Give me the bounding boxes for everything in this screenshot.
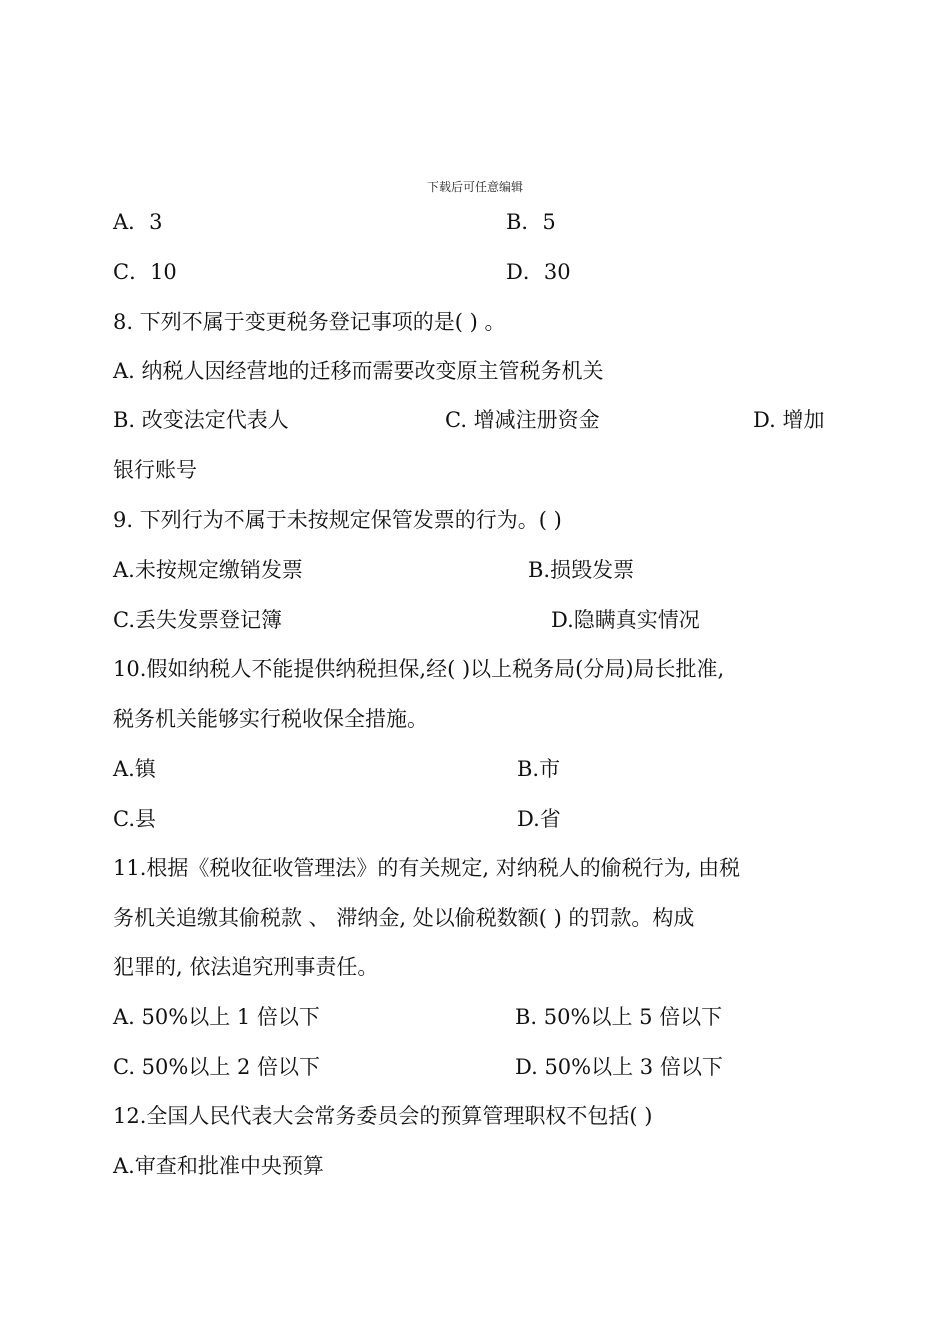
q7-option-b: B．5: [506, 210, 556, 234]
q8-option-c: C. 增减注册资金: [445, 408, 600, 432]
q10-stem-line-1: 10.假如纳税人不能提供纳税担保,经( )以上税务局(分局)局长批准,: [113, 657, 725, 681]
q8-option-d: D. 增加: [753, 408, 825, 432]
q10-option-c: C.县: [113, 807, 156, 831]
q7-option-c: C．10: [113, 260, 177, 284]
q10-stem-line-2: 税务机关能够实行税收保全措施。: [113, 707, 428, 731]
q8-stem: 8. 下列不属于变更税务登记事项的是( ) 。: [113, 310, 506, 334]
q9-option-d: D.隐瞒真实情况: [551, 608, 700, 632]
q11-option-a: A. 50%以上 1 倍以下: [113, 1005, 320, 1029]
q8-option-b: B. 改变法定代表人: [113, 408, 289, 432]
q10-option-b: B.市: [517, 757, 561, 781]
q11-stem-line-1: 11.根据《税收征收管理法》的有关规定, 对纳税人的偷税行为, 由税: [113, 856, 741, 880]
q12-stem: 12.全国人民代表大会常务委员会的预算管理职权不包括( ): [113, 1104, 653, 1128]
q7-option-a: A．3: [113, 210, 163, 234]
q10-option-a: A.镇: [113, 757, 156, 781]
q11-option-d: D. 50%以上 3 倍以下: [515, 1055, 723, 1079]
q9-option-c: C.丢失发票登记簿: [113, 608, 282, 632]
q9-stem: 9. 下列行为不属于未按规定保管发票的行为。( ): [113, 508, 562, 532]
q8-option-d-continued: 银行账号: [113, 458, 197, 482]
q10-option-d: D.省: [517, 807, 561, 831]
q11-option-c: C. 50%以上 2 倍以下: [113, 1055, 321, 1079]
q7-option-d: D．30: [506, 260, 571, 284]
q11-stem-line-2: 务机关追缴其偷税款 、 滞纳金, 处以偷税数额( ) 的罚款。构成: [113, 906, 695, 930]
q12-option-a: A.审查和批准中央预算: [113, 1154, 324, 1178]
q11-option-b: B. 50%以上 5 倍以下: [515, 1005, 723, 1029]
q8-option-a: A. 纳税人因经营地的迁移而需要改变原主管税务机关: [113, 359, 604, 383]
q9-option-b: B.损毁发票: [528, 558, 635, 582]
page-header: 下载后可任意编辑: [426, 180, 523, 194]
q11-stem-line-3: 犯罪的, 依法追究刑事责任。: [113, 955, 379, 979]
q9-option-a: A.未按规定缴销发票: [113, 558, 303, 582]
